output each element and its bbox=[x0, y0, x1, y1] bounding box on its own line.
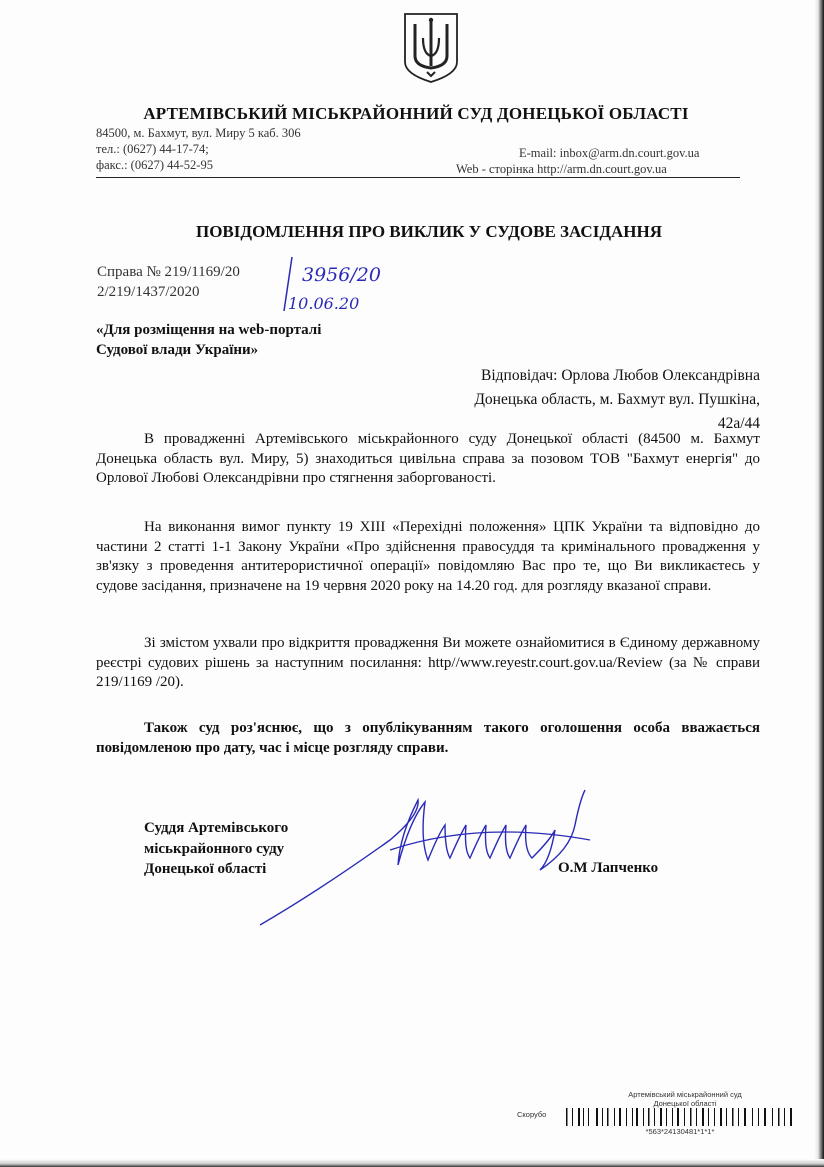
respondent-address: Донецька область, м. Бахмут вул. Пушкіна, bbox=[474, 391, 760, 408]
footer-court-line: Артемівський міськрайонний суд bbox=[628, 1090, 742, 1099]
respondent-name: Відповідач: Орлова Любов Олександрівна bbox=[481, 367, 760, 384]
barcode bbox=[566, 1108, 794, 1126]
respondent-address-apt: 42а/44 bbox=[717, 415, 760, 432]
publication-line: «Для розміщення на web-порталі bbox=[96, 322, 322, 338]
judge-title-line: Донецької області bbox=[144, 861, 267, 877]
handwritten-date: 10.06.20 bbox=[288, 294, 360, 313]
court-fax: факс.: (0627) 44-52-95 bbox=[96, 158, 213, 172]
proceeding-number: 2/219/1437/2020 bbox=[97, 284, 200, 300]
handwritten-registration bbox=[278, 255, 428, 315]
footer-label: Скорубо bbox=[517, 1110, 547, 1119]
court-address: 84500, м. Бахмут, вул. Миру 5 каб. 306 bbox=[96, 126, 301, 140]
document-title: ПОВІДОМЛЕННЯ ПРО ВИКЛИК У СУДОВЕ ЗАСІДАННЯ bbox=[195, 222, 663, 241]
judge-name: О.М Лапченко bbox=[558, 860, 659, 876]
court-website: Web - сторінка http://arm.dn.court.gov.ua bbox=[456, 162, 667, 176]
judge-title-line: міськрайонного суду bbox=[144, 840, 285, 857]
court-phone: тел.: (0627) 44-17-74; bbox=[96, 142, 209, 156]
handwritten-number: 3956/20 bbox=[302, 264, 381, 286]
case-number: Справа № 219/1169/20 bbox=[97, 264, 240, 280]
barcode-number: *563*24130481*1*1* bbox=[645, 1127, 715, 1136]
body-paragraph-3: Зі змістом ухвали про відкриття провадження Ви можете ознайомитися в Єдиному державному реєстрі судових рішень за наступним посилання: http//www.reyestr.court.gov.ua/Review (за № справи 219/1169 /20). bbox=[96, 635, 760, 691]
publication-note bbox=[96, 320, 321, 360]
scan-edge bbox=[814, 0, 824, 1167]
scan-edge bbox=[0, 1159, 824, 1167]
header-divider bbox=[96, 177, 740, 178]
publication-line: Судової влади України» bbox=[96, 342, 259, 358]
handwritten-signature bbox=[250, 780, 610, 930]
coat-of-arms-icon bbox=[401, 10, 461, 84]
body-paragraph-1: В провадженні Артемівського міськрайонного суду Донецької області (84500 м. Бахмут Донецька область вул. Миру, 5) знаходиться цивільна справа за позовом ТОВ "Бахмут енергія" до Орлової Любові Олександрівни про стягнення заборгованості. bbox=[96, 431, 760, 487]
footer-court bbox=[560, 1090, 810, 1108]
judge-title-line: Суддя Артемівського bbox=[144, 820, 289, 836]
court-email: E-mail: inbox@arm.dn.court.gov.ua bbox=[519, 146, 700, 160]
respondent-block bbox=[400, 364, 760, 436]
footer-court-line: Донецької області bbox=[653, 1099, 717, 1108]
court-name: АРТЕМІВСЬКИЙ МІСЬКРАЙОННИЙ СУД ДОНЕЦЬКОЇ ОБЛАСТІ bbox=[143, 104, 689, 123]
case-numbers bbox=[97, 262, 240, 302]
body-paragraph-4: Також суд роз'яснює, що з опублікуванням такого оголошення особа вважається повідомленою про дату, час і місце розгляду справи. bbox=[96, 720, 760, 756]
body-paragraph-2: На виконання вимог пункту 19 ХІІІ «Перехідні положення» ЦПК України та відповідно до частини 2 статті 1-1 Закону України «Про здійснення правосуддя та кримінального провадження у зв'язку з проведення антитерористичної операції» повідомляю Вас про те, що Ви викликаєтесь у судове засідання, призначене на 19 червня 2020 року на 14.20 год. для розгляду вказаної справи. bbox=[96, 519, 760, 594]
